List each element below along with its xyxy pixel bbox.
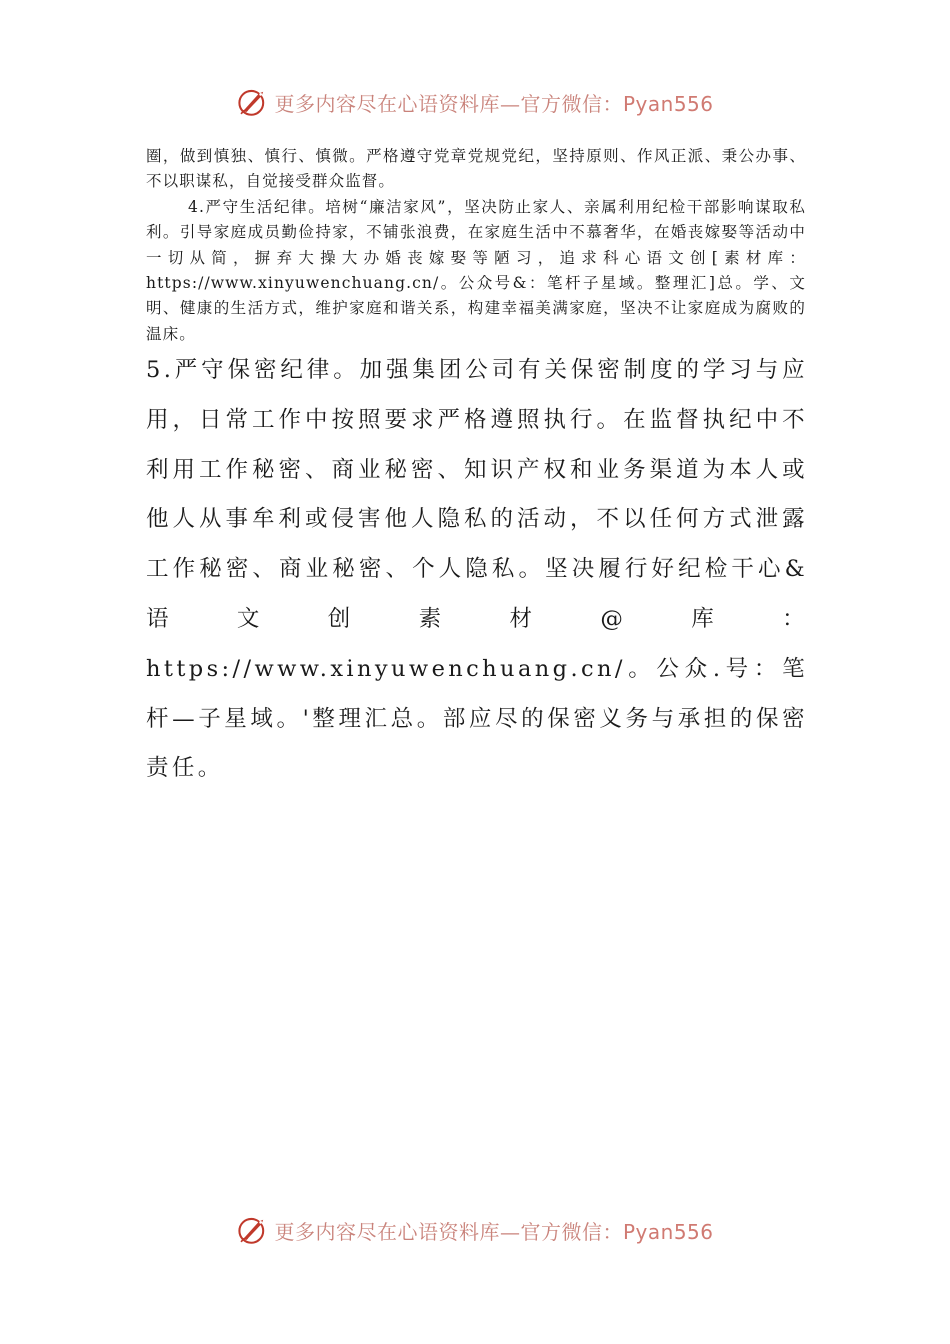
pen-nib-logo-icon bbox=[236, 85, 270, 119]
header-slogan: 更多内容尽在心语资料库—官方微信： bbox=[274, 91, 623, 116]
header-wechat-id: Pyan556 bbox=[622, 91, 714, 116]
pen-nib-logo-icon bbox=[236, 1213, 270, 1247]
footer-banner bbox=[0, 1210, 950, 1250]
header-banner bbox=[0, 82, 950, 122]
footer-wechat-id: Pyan556 bbox=[622, 1219, 714, 1244]
footer-slogan: 更多内容尽在心语资料库—官方微信： bbox=[274, 1219, 623, 1244]
paragraph-life-discipline: 4.严守生活纪律。培树“廉洁家风”，坚决防止家人、亲属利用纪检干部影响谋取私利。引导家庭成员勤俭持家，不铺张浪费，在家庭生活中不慕奢华，在婚丧嫁娶等活动中一切从简，摒弃大操大办婚丧嫁娶等陋习，追求科心语文创[素材库：https://www.xinyuwenchuang.cn/。公众号&：笔杆子星域。整理汇]总。学、文明、健康的生活方式，维护家庭和谐关系，构建幸福美满家庭，坚决不让家庭成为腐败的温床。 bbox=[146, 197, 806, 343]
large-text-block bbox=[146, 346, 808, 794]
paragraph-confidentiality-discipline: 5.严守保密纪律。加强集团公司有关保密制度的学习与应用，日常工作中按照要求严格遵照执行。在监督执纪中不利用工作秘密、商业秘密、知识产权和业务渠道为本人或他人从事牟利或侵害他人隐私的活动，不以任何方式泄露工作秘密、商业秘密、个人隐私。坚决履行好纪检干心&语文创素材@库：https://www.xinyuwenchuang.cn/。公众.号：笔杆—子星域。'整理汇总。部应尽的保密义务与承担的保密责任。 bbox=[146, 357, 808, 782]
footer-banner-text bbox=[274, 1216, 713, 1245]
paragraph-continuation: 圈，做到慎独、慎行、慎微。严格遵守党章党规党纪，坚持原则、作风正派、秉公办事、不以职谋私，自觉接受群众监督。 bbox=[146, 147, 806, 191]
header-banner-text bbox=[274, 88, 713, 117]
small-text-block bbox=[146, 144, 806, 347]
